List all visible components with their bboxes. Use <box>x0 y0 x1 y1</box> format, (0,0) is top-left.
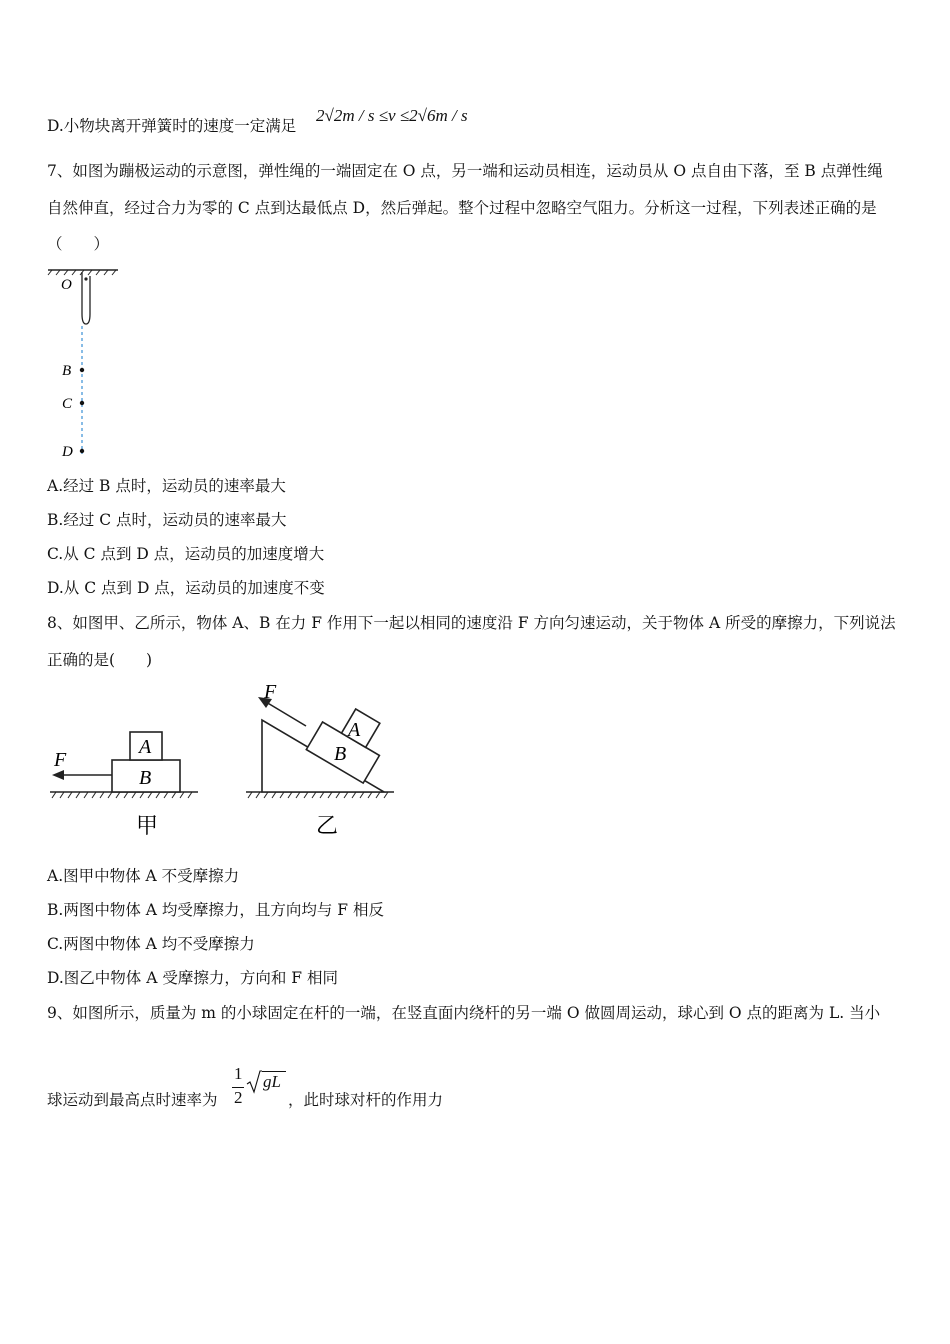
q8-option-b: B.两图中物体 A 均受摩擦力，且方向均与 F 相反 <box>47 901 384 919</box>
q8-figure-left <box>50 732 198 839</box>
q9-frac-num: 1 <box>234 1064 243 1083</box>
q8-left-label-a: A <box>139 736 152 758</box>
q7-option-d: D.从 C 点到 D 点，运动员的加速度不变 <box>47 579 325 597</box>
q7-stem-line2: 自然伸直，经过合力为零的 C 点到达最低点 D，然后弹起。整个过程中忽略空气阻力。分析这一过程，下列表述正确的是 <box>47 199 877 217</box>
q9-sqrt-sign <box>246 1070 262 1094</box>
q7-option-a: A.经过 B 点时，运动员的速率最大 <box>47 477 286 495</box>
q6-option-d <box>47 116 296 136</box>
q9-sqrt-body: gL <box>263 1072 281 1091</box>
q8-left-label-b: B <box>139 767 152 789</box>
q8-left-label-f: F <box>54 749 67 771</box>
q9-stem-line2-after: ，此时球对杆的作用力 <box>288 1091 444 1109</box>
q8-left-caption: 甲 <box>136 814 159 839</box>
q9-speed-formula <box>228 1064 288 1114</box>
q7-label-c: C <box>62 396 73 412</box>
q7-stem-line3: （ ） <box>47 235 110 253</box>
q8-friction-figure <box>44 678 404 843</box>
q6-option-d-formula: 2√2m / s ≤v ≤2√6m / s <box>316 106 468 125</box>
q7-bungee-figure <box>44 262 124 462</box>
q7-stem-line1: 7、如图为蹦极运动的示意图，弹性绳的一端固定在 O 点，另一端和运动员相连，运动员从 O 点自由下落，至 B 点弹性绳 <box>47 162 883 180</box>
q7-option-b: B.经过 C 点时，运动员的速率最大 <box>47 511 287 529</box>
q8-right-caption: 乙 <box>316 814 339 839</box>
q6-option-d-text: D.小物块离开弹簧时的速度一定满足 <box>47 117 297 135</box>
q8-stem-line1: 8、如图甲、乙所示，物体 A、B 在力 F 作用下一起以相同的速度沿 F 方向匀速运动，关于物体 A 所受的摩擦力，下列说法 <box>47 614 896 632</box>
q7-label-o: O <box>61 277 72 293</box>
q7-label-d: D <box>62 444 73 460</box>
q8-option-d: D.图乙中物体 A 受摩擦力，方向和 F 相同 <box>47 969 338 987</box>
q8-option-c: C.两图中物体 A 均不受摩擦力 <box>47 935 255 953</box>
q8-option-a: A.图甲中物体 A 不受摩擦力 <box>47 867 240 885</box>
q8-stem-line2: 正确的是( ) <box>47 651 153 669</box>
q9-frac-den: 2 <box>234 1088 243 1107</box>
q9-stem-line2-before: 球运动到最高点时速率为 <box>47 1091 218 1109</box>
q8-right-label-b: B <box>334 743 347 765</box>
q9-stem-line1: 9、如图所示，质量为 m 的小球固定在杆的一端，在竖直面内绕杆的另一端 O 做圆周运动，球心到 O 点的距离为 L. 当小 <box>47 1004 881 1022</box>
q8-right-label-a: A <box>348 719 361 741</box>
q8-figure-right <box>246 681 394 839</box>
q7-option-c: C.从 C 点到 D 点，运动员的加速度增大 <box>47 545 325 563</box>
q8-right-label-f: F <box>264 681 277 703</box>
q7-label-b: B <box>62 363 72 379</box>
